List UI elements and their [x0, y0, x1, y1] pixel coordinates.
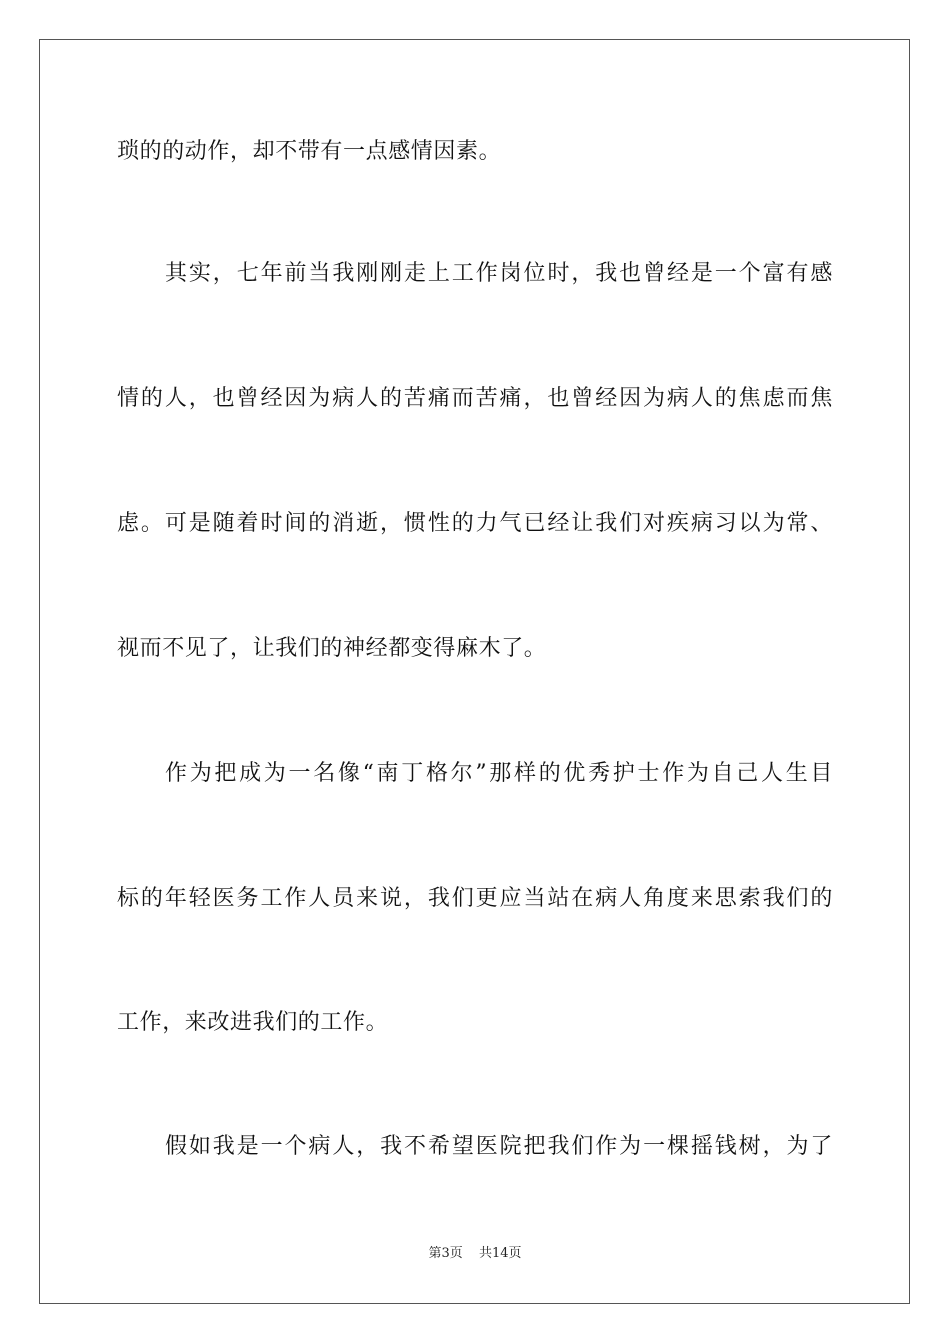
page-total: 共14页	[478, 1246, 522, 1261]
text-line-4: 虑。可是随着时间的消逝，惯性的力气已经让我们对疾病习以为常、	[117, 511, 833, 536]
text-line-3: 情的人，也曾经因为病人的苦痛而苦痛，也曾经因为病人的焦虑而焦	[117, 386, 833, 411]
page-footer	[0, 1245, 950, 1263]
text-line-5: 视而不见了，让我们的神经都变得麻木了。	[117, 636, 547, 661]
text-line-1: 琐的的动作，却不带有一点感情因素。	[117, 139, 502, 164]
page-border	[39, 39, 910, 1304]
page-number: 第3页	[428, 1246, 463, 1261]
text-line-2: 其实，七年前当我刚刚走上工作岗位时，我也曾经是一个富有感	[165, 261, 833, 286]
text-line-6: 作为把成为一名像“南丁格尔”那样的优秀护士作为自己人生目	[165, 761, 833, 786]
text-line-9: 假如我是一个病人，我不希望医院把我们作为一棵摇钱树，为了	[165, 1134, 833, 1159]
text-line-7: 标的年轻医务工作人员来说，我们更应当站在病人角度来思索我们的	[117, 886, 833, 911]
text-line-8: 工作，来改进我们的工作。	[117, 1010, 389, 1035]
